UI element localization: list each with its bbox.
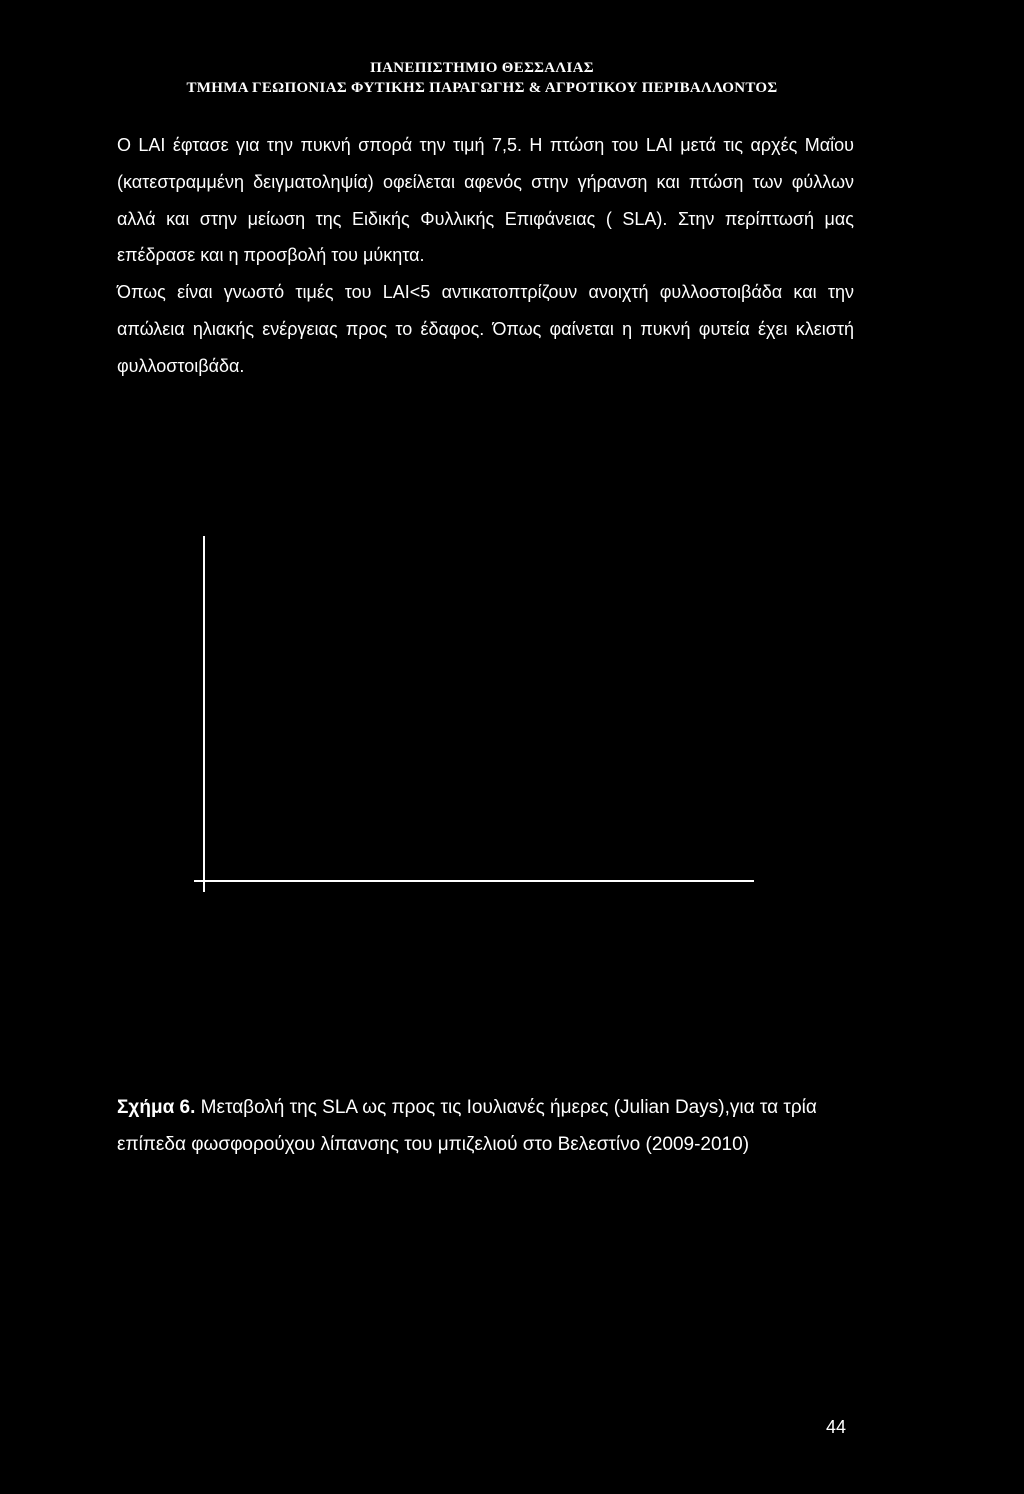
figure-placeholder: [194, 530, 760, 905]
body-text: [117, 127, 854, 385]
figure-x-axis: [194, 880, 754, 882]
paragraph: Όπως είναι γνωστό τιμές του LAI<5 αντικατοπτρίζουν ανοιχτή φυλλοστοιβάδα και την απώλεια ηλιακής ενέργειας προς το έδαφος. Όπως φαίνεται η πυκνή φυτεία έχει κλειστή φυλλοστοιβάδα.: [117, 282, 854, 376]
paragraph: Ο LAI έφτασε για την πυκνή σπορά την τιμή 7,5. Η πτώση του LAI μετά τις αρχές Μαΐου (κατεστραμμένη δειγματοληψία) οφείλεται αφενός στην γήρανση και πτώση των φύλλων αλλά και στην μείωση της Ειδικής Φυλλικής Επιφάνειας ( SLA). Στην περίπτωσή μας επέδρασε και η προσβολή του μύκητα.: [117, 135, 854, 266]
figure-label: Σχήμα 6.: [117, 1097, 196, 1118]
university-name: ΠΑΝΕΠΙΣΤΗΜΙΟ ΘΕΣΣΑΛΙΑΣ: [370, 60, 594, 76]
document-header: [0, 58, 964, 98]
figure-y-axis: [203, 536, 205, 892]
department-name: ΤΜΗΜΑ ΓΕΩΠΟΝΙΑΣ ΦΥΤΙΚΗΣ ΠΑΡΑΓΩΓΗΣ & ΑΓΡΟΤΙΚΟΥ ΠΕΡΙΒΑΛΛΟΝΤΟΣ: [186, 80, 778, 96]
page-number: 44: [826, 1417, 847, 1437]
caption-text: Μεταβολή της SLA ως προς τις Ιουλιανές ήμερες (Julian Days),για τα τρία επίπεδα φωσφορούχου λίπανσης του μπιζελιού στο Βελεστίνο (2009-2010): [117, 1097, 817, 1155]
figure-caption: [117, 1089, 867, 1163]
